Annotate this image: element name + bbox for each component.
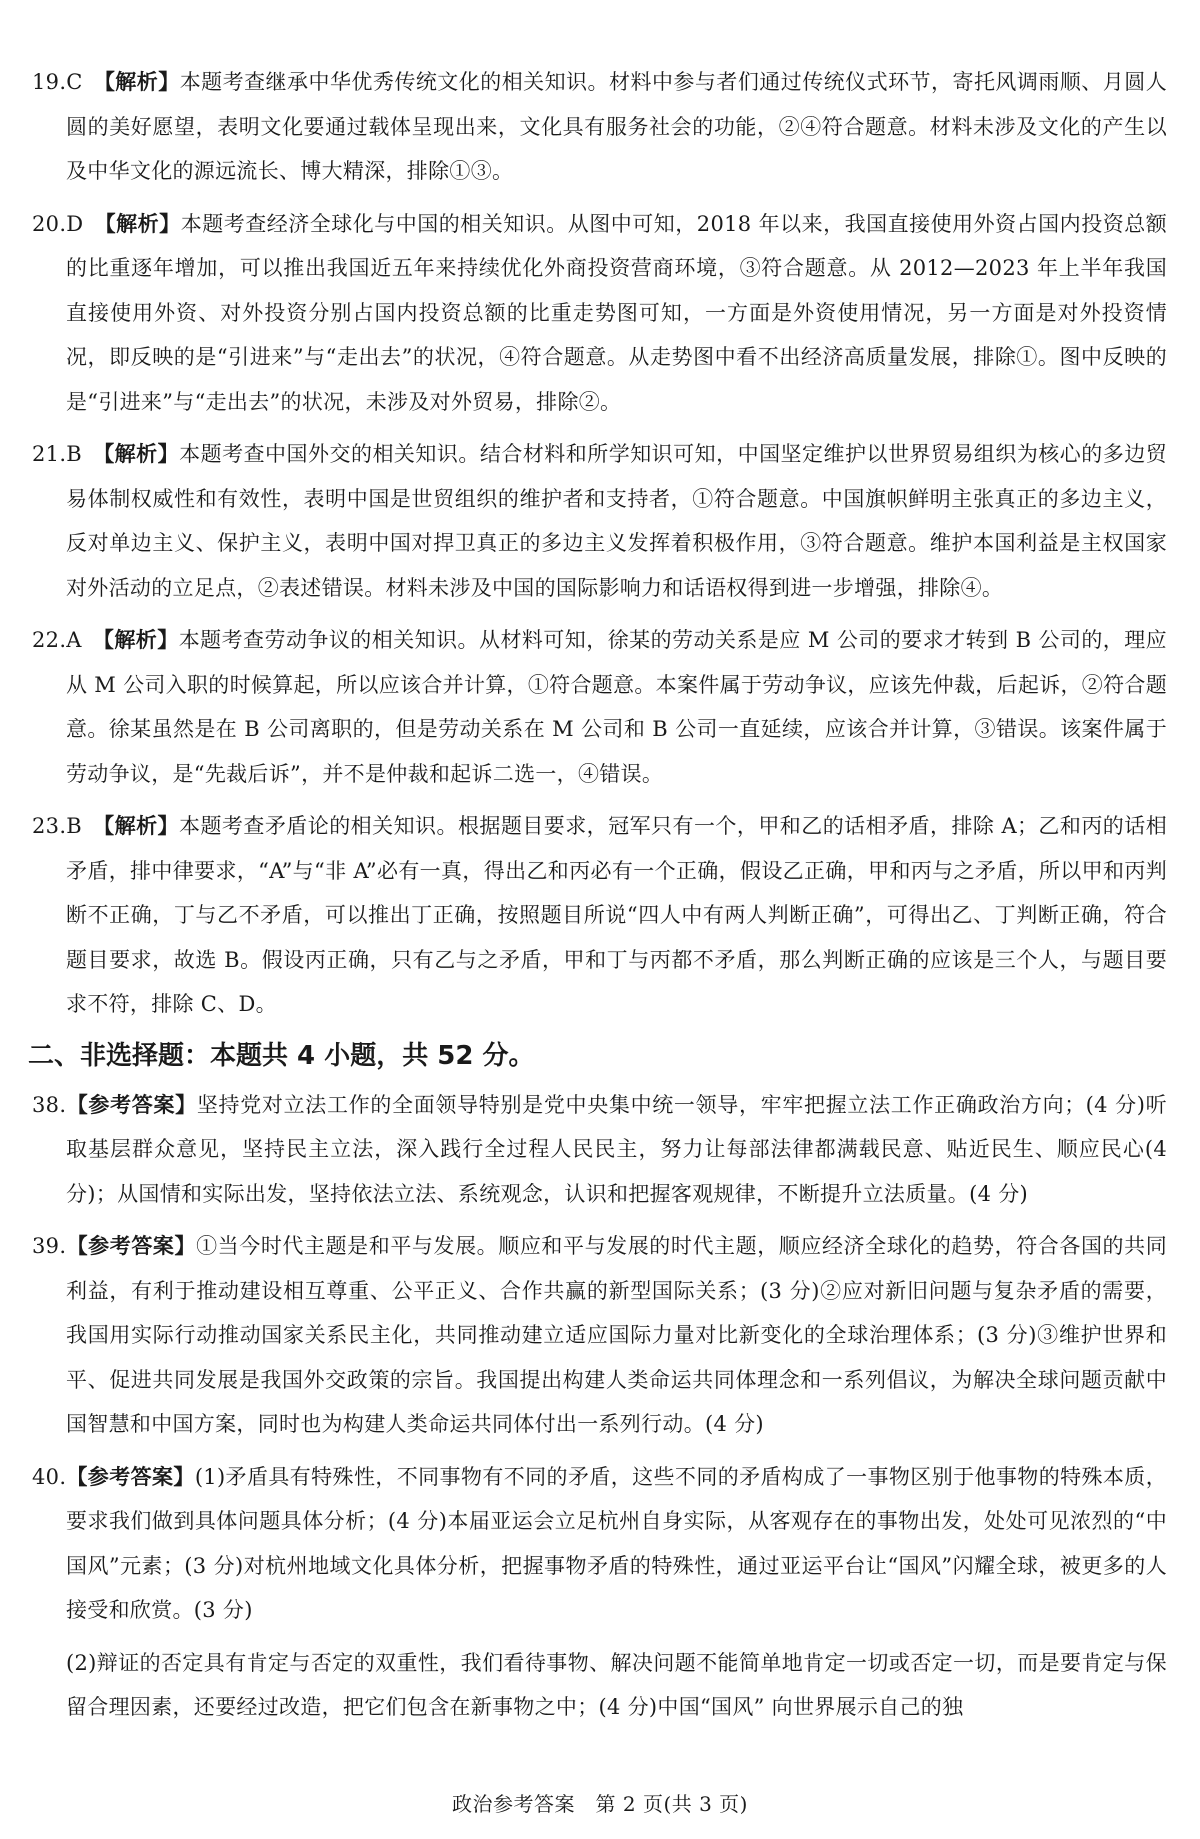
reference-answer-tag: 【参考答案】 [66,1464,195,1489]
answer-19 [32,60,1167,194]
question-number: 23.B [32,814,83,838]
reference-answer-text: (1)矛盾具有特殊性，不同事物有不同的矛盾，这些不同的矛盾构成了一事物区别于他事物的特殊本质，要求我们做到具体问题具体分析；(4 分)本届亚运会立足杭州自身实际，从客观存在的事物出发，处处可见浓烈的“中国风”元素；(3 分)对杭州地域文化具体分析，把握事物矛盾的特殊性，通过亚运平台让“国风”闪耀全球，被更多的人接受和欣赏。(3 分) [66,1464,1167,1622]
question-number: 21.B [32,442,83,466]
answer-40 [32,1455,1167,1633]
question-number: 40. [32,1464,67,1489]
answer-page [28,60,1168,1738]
analysis-tag: 【解析】 [104,70,180,94]
answer-38 [32,1083,1167,1217]
analysis-tag: 【解析】 [103,628,179,652]
reference-answer-tag: 【参考答案】 [66,1234,197,1258]
reference-answer-text: ①当今时代主题是和平与发展。顺应和平与发展的时代主题，顺应经济全球化的趋势，符合各国的共同利益，有利于推动建设相互尊重、公平正义、合作共赢的新型国际关系；(3 分)②应对新旧问题与复杂矛盾的需要，我国用实际行动推动国家关系民主化，共同推动建立适应国际力量对比新变化的全球治理体系；(3 分)③维护世界和平、促进共同发展是我国外交政策的宗旨。我国提出构建人类命运共同体理念和一系列倡议，为解决全球问题贡献中国智慧和中国方案，同时也为构建人类命运共同体付出一系列行动。(4 分) [66,1234,1167,1436]
analysis-text: 本题考查经济全球化与中国的相关知识。从图中可知，2018 年以来，我国直接使用外资占国内投资总额的比重逐年增加，可以推出我国近五年来持续优化外商投资营商环境，③符合题意。从 2012—2023 年上半年我国直接使用外资、对外投资分别占国内投资总额的比重走势图可知，一方面是外资使用情况，另一方面是对外投资情况，即反映的是“引进来”与“走出去”的状况，④符合题意。从走势图中看不出经济高质量发展，排除①。图中反映的是“引进来”与“走出去”的状况，未涉及对外贸易，排除②。 [66,211,1168,414]
analysis-tag: 【解析】 [103,814,179,838]
answer-22 [32,618,1167,796]
analysis-tag: 【解析】 [103,442,180,466]
reference-answer-tag: 【参考答案】 [66,1092,197,1117]
analysis-text: 本题考查继承中华优秀传统文化的相关知识。材料中参与者们通过传统仪式环节，寄托风调雨顺、月圆人圆的美好愿望，表明文化要通过载体呈现出来，文化具有服务社会的功能，②④符合题意。材料未涉及文化的产生以及中华文化的源远流长、博大精深，排除①③。 [66,70,1167,183]
question-number: 39. [32,1234,67,1258]
answer-40-part-2: (2)辩证的否定具有肯定与否定的双重性，我们看待事物、解决问题不能简单地肯定一切或否定一切，而是要肯定与保留合理因素，还要经过改造，把它们包含在新事物之中；(4 分)中国“国风” 向世界展示自己的独 [66,1650,1167,1719]
question-number: 20.D [32,211,84,236]
analysis-text: 本题考查劳动争议的相关知识。从材料可知，徐某的劳动关系是应 M 公司的要求才转到 B 公司的，理应从 M 公司入职的时候算起，所以应该合并计算，①符合题意。本案件属于劳动争议，应该先仲裁，后起诉，②符合题意。徐某虽然是在 B 公司离职的，但是劳动关系在 M 公司和 B 公司一直延续，应该合并计算，③错误。该案件属于劳动争议，是“先裁后诉”，并不是仲裁和起诉二选一，④错误。 [66,628,1167,786]
analysis-tag: 【解析】 [105,211,181,236]
section-title: 二、非选择题：本题共 4 小题，共 52 分。 [28,1040,535,1071]
reference-answer-text: 坚持党对立法工作的全面领导特别是党中央集中统一领导，牢牢把握立法工作正确政治方向；(4 分)听取基层群众意见，坚持民主立法，深入践行全过程人民民主，努力让每部法律都满载民意、贴近民生、顺应民心(4 分)；从国情和实际出发，坚持依法立法、系统观念，认识和把握客观规律，不断提升立法质量。(4 分) [66,1092,1167,1206]
answer-23 [32,804,1167,1027]
question-number: 38. [32,1092,67,1117]
question-number: 22.A [32,628,82,652]
page-footer: 政治参考答案 第 2 页(共 3 页) [452,1792,748,1816]
question-number: 19.C [32,70,83,94]
answer-39 [32,1224,1167,1447]
analysis-text: 本题考查中国外交的相关知识。结合材料和所学知识可知，中国坚定维护以世界贸易组织为核心的多边贸易体制权威性和有效性，表明中国是世贸组织的维护者和支持者，①符合题意。中国旗帜鲜明主张真正的多边主义，反对单边主义、保护主义，表明中国对捍卫真正的多边主义发挥着积极作用，③符合题意。维护本国利益是主权国家对外活动的立足点，②表述错误。材料未涉及中国的国际影响力和话语权得到进一步增强，排除④。 [66,442,1167,600]
answer-20 [32,202,1167,425]
answer-21 [32,432,1167,610]
analysis-text: 本题考查矛盾论的相关知识。根据题目要求，冠军只有一个，甲和乙的话相矛盾，排除 A；乙和丙的话相矛盾，排中律要求，“A”与“非 A”必有一真，得出乙和丙必有一个正确，假设乙正确，甲和丙与之矛盾，所以甲和丙判断不正确，丁与乙不矛盾，可以推出丁正确，按照题目所说“四人中有两人判断正确”，可得出乙、丁判断正确，符合题目要求，故选 B。假设丙正确，只有乙与之矛盾，甲和丁与丙都不矛盾，那么判断正确的应该是三个人，与题目要求不符，排除 C、D。 [66,814,1168,1016]
